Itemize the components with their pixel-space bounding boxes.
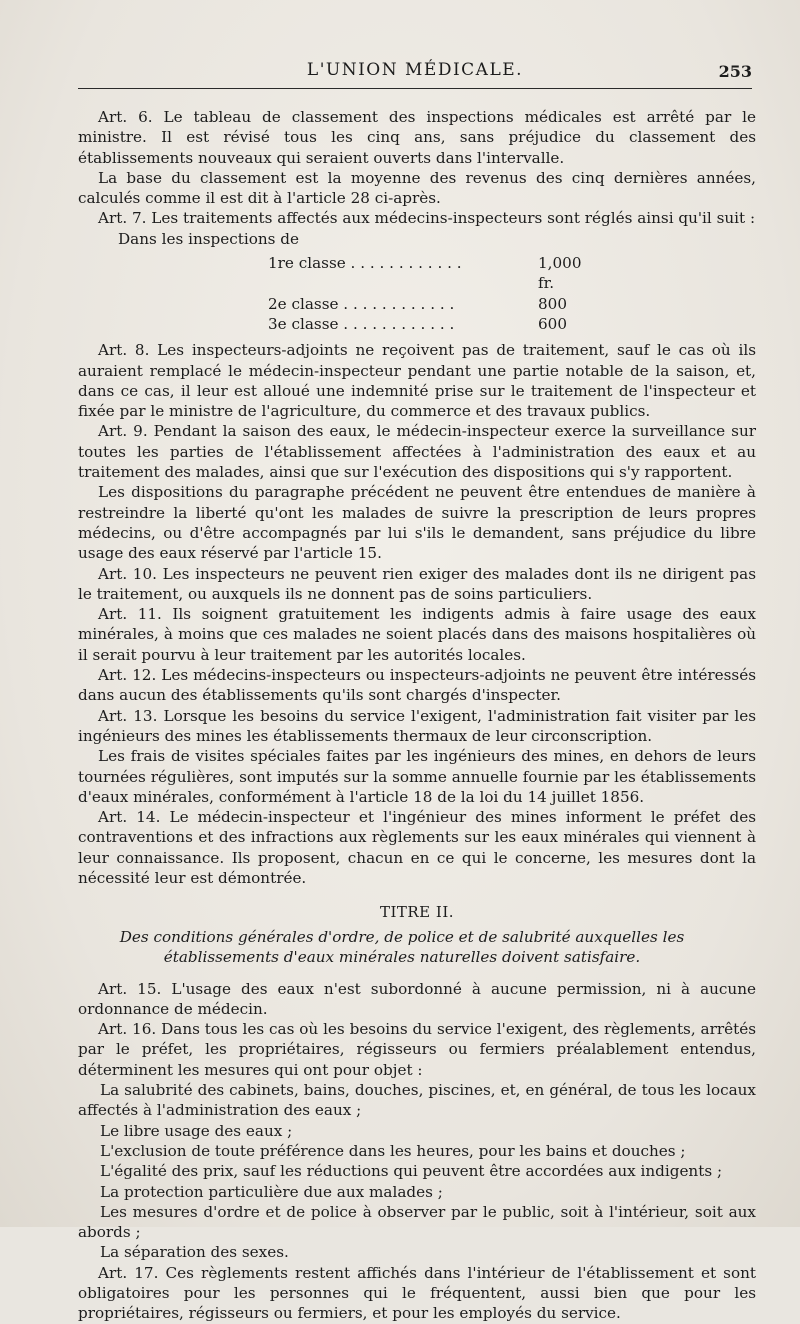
section-subtitle: Des conditions générales d'ordre, de police et de salubrité auxquelles les établissements d'eaux minérales naturelles doivent satisfaire.	[119, 927, 685, 966]
salary-class-label: 3e classe . . . . . . . . . . . .	[268, 314, 455, 333]
art14-paragraph-1: Art. 14. Le médecin-inspecteur et l'ingénieur des mines informent le préfet des contraventions et des infractions aux règlements sur les eaux minérales qui viennent à leur connaissance. Ils proposent, chacun en ce qui le concerne, les mesures dont la nécessité leur est démontrée.	[78, 808, 756, 887]
art13-paragraph-1: Art. 13. Lorsque les besoins du service l'exigent, l'administration fait visiter par les ingénieurs des mines les établissements thermaux de leur circonscription.	[78, 706, 756, 745]
art16-list-item: L'exclusion de toute préférence dans les heures, pour les bains et douches ;	[100, 1141, 686, 1160]
art7-paragraph-2: Dans les inspections de	[118, 229, 299, 248]
salary-class-amount: 800	[538, 294, 567, 313]
salary-class-row	[268, 253, 598, 294]
article-body	[78, 107, 756, 1324]
art16-list-item: Le libre usage des eaux ;	[100, 1121, 293, 1140]
art6-paragraph-2: La base du classement est la moyenne des revenus des cinq dernières années, calculés comme il est dit à l'article 28 ci-après.	[78, 168, 756, 208]
running-title: L'UNION MÉDICALE.	[306, 60, 524, 80]
art9-paragraph-2: Les dispositions du paragraphe précédent ne peuvent être entendues de manière à restreindre la liberté qu'ont les malades de suivre la prescription de leurs propres médecins, ou d'être accompagnés par lui s'ils le demandent, sans préjudice du libre usage des eaux réservé par l'article 15.	[78, 483, 756, 563]
art11-paragraph-1: Art. 11. Ils soignent gratuitement les indigents admis à faire usage des eaux minérales, à moins que ces malades ne soient placés dans des maisons hospitalières où il serait pourvu à leur traitement par les autorités locales.	[78, 605, 756, 664]
art16-list-item: Les mesures d'ordre et de police à observer par le public, soit à l'intérieur, soit aux abords ;	[78, 1202, 756, 1242]
art8-paragraph-1: Art. 8. Les inspecteurs-adjoints ne reçoivent pas de traitement, sauf le cas où ils auraient remplacé le médecin-inspecteur pendant une partie notable de la saison, et, dans ce cas, il leur est alloué une indemnité prise sur le traitement de l'inspecteur et fixée par le ministre de l'agriculture, du commerce et des travaux publics.	[78, 341, 756, 421]
art16-list-item: La salubrité des cabinets, bains, douches, piscines, et, en général, de tous les locaux affectés à l'administration des eaux ;	[78, 1081, 756, 1120]
salary-class-amount: 1,000 fr.	[538, 254, 582, 293]
salary-class-list	[268, 253, 756, 334]
running-header	[78, 58, 752, 89]
art15-paragraph-1: Art. 15. L'usage des eaux n'est subordonné à aucune permission, ni à aucune ordonnance de médecin.	[78, 979, 756, 1018]
art17-paragraph-1: Art. 17. Ces règlements restent affichés dans l'intérieur de l'établissement et sont obligatoires pour les personnes qui le fréquentent, aussi bien que pour les propriétaires, régisseurs ou fermiers, et pour les employés du service.	[78, 1263, 756, 1323]
art13-paragraph-2: Les frais de visites spéciales faites par les ingénieurs des mines, en dehors de leurs tournées régulières, sont imputés sur la somme annuelle fournie par les établissements d'eaux minérales, conformément à l'article 18 de la loi du 14 juillet 1856.	[78, 747, 756, 806]
salary-class-label: 1re classe . . . . . . . . . . . .	[268, 254, 462, 273]
art16-list-item: L'égalité des prix, sauf les réductions qui peuvent être accordées aux indigents ;	[100, 1162, 723, 1181]
art6-paragraph-1: Art. 6. Le tableau de classement des inspections médicales est arrêté par le ministre. Il est révisé tous les cinq ans, sans préjudice du classement des établissements nouveaux qui seraient ouverts dans l'intervalle.	[78, 108, 756, 167]
art16-paragraph-1: Art. 16. Dans tous les cas où les besoins du service l'exigent, des règlements, arrêtés par le préfet, les propriétaires, régisseurs ou fermiers préalablement entendus, déterminent les mesures qui ont pour objet :	[78, 1020, 756, 1079]
page-number: 253	[718, 62, 752, 81]
art7-paragraph-1: Art. 7. Les traitements affectés aux médecins-inspecteurs sont réglés ainsi qu'il suit :	[98, 209, 756, 228]
art10-paragraph-1: Art. 10. Les inspecteurs ne peuvent rien exiger des malades dont ils ne dirigent pas le traitement, ou auxquels ils ne donnent pas de soins particuliers.	[78, 564, 756, 603]
salary-class-amount: 600	[538, 314, 567, 333]
salary-class-row	[268, 314, 598, 334]
art12-paragraph-1: Art. 12. Les médecins-inspecteurs ou inspecteurs-adjoints ne peuvent être intéressés dans aucun des établissements qu'ils sont chargés d'inspecter.	[78, 666, 756, 705]
art16-list-item: La protection particulière due aux malades ;	[100, 1182, 443, 1201]
salary-class-row	[268, 294, 598, 314]
art16-list-item: La séparation des sexes.	[100, 1243, 289, 1262]
section-heading: TITRE II.	[379, 903, 455, 922]
art9-paragraph-1: Art. 9. Pendant la saison des eaux, le médecin-inspecteur exerce la surveillance sur toutes les parties de l'établissement affectées à l'administration des eaux et au traitement des malades, ainsi que sur l'exécution des dispositions qui s'y rapportent.	[78, 422, 756, 482]
salary-class-label: 2e classe . . . . . . . . . . . .	[268, 294, 455, 313]
